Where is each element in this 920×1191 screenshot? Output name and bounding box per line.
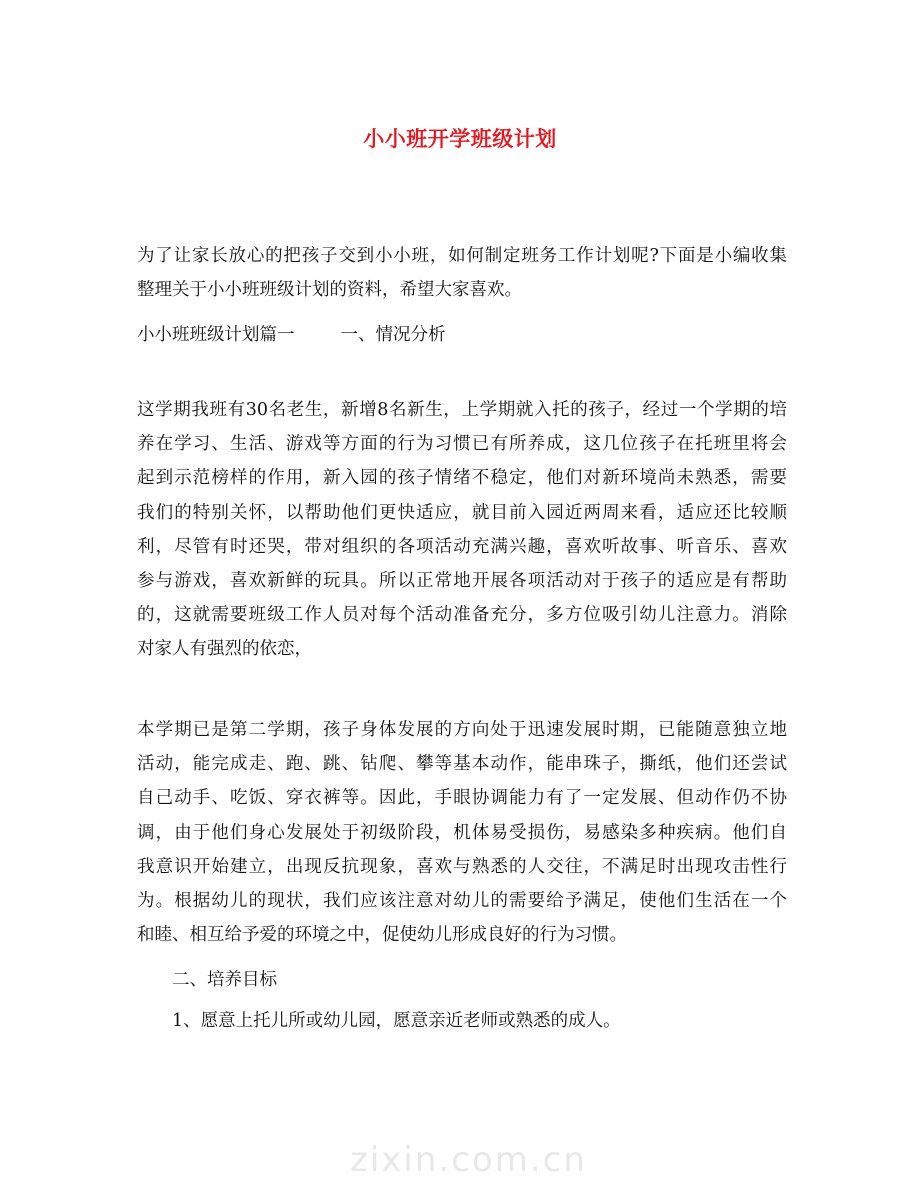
page-title: 小小班开学班级计划	[363, 126, 557, 151]
paragraph-line: 起到示范榜样的作用，新入园的孩子情绪不稳定，他们对新环境尚未熟悉，需要	[137, 468, 787, 489]
section-heading	[137, 318, 446, 352]
analysis-paragraph-2	[137, 713, 787, 952]
paragraph-line: 我们的特别关怀，以帮助他们更快适应，就目前入园近两周来看，适应还比较顺	[137, 502, 787, 523]
paragraph-line: 调，由于他们身心发展处于初级阶段，机体易受损伤，易感染多种疾病。他们自	[137, 822, 787, 843]
paragraph-line: 利，尽管有时还哭，带对组织的各项活动充满兴趣，喜欢听故事、听音乐、喜欢	[137, 536, 787, 557]
analysis-paragraph-1	[137, 393, 787, 667]
paragraph-line: 参与游戏，喜欢新鲜的玩具。所以正常地开展各项活动对于孩子的适应是有帮助	[137, 570, 787, 591]
intro-paragraph	[137, 239, 787, 307]
paragraph-line: 活动，能完成走、跑、跳、钻爬、攀等基本动作，能串珠子，撕纸，他们还尝试	[137, 754, 787, 775]
paragraph-line: 我意识开始建立，出现反抗现象，喜欢与熟悉的人交往，不满足时出现攻击性行	[137, 856, 787, 877]
section-subtitle: 一、情况分析	[340, 325, 446, 345]
paragraph-line: 对家人有强烈的依恋，	[137, 639, 312, 660]
section-title: 小小班班级计划篇一	[137, 325, 295, 345]
paragraph-line: 养在学习、生活、游戏等方面的行为习惯已有所养成，这几位孩子在托班里将会	[137, 434, 787, 455]
paragraph-line: 自己动手、吃饭、穿衣裤等。因此，手眼协调能力有了一定发展、但动作仍不协	[137, 788, 787, 809]
intro-line: 为了让家长放心的把孩子交到小小班，如何制定班务工作计划呢?下面是小编收集	[137, 246, 787, 266]
intro-line: 整理关于小小班班级计划的资料，希望大家喜欢。	[137, 280, 522, 301]
paragraph-line: 这学期我班有30名老生，新增8名新生，上学期就入托的孩子，经过一个学期的培	[137, 400, 787, 420]
paragraph-line: 的，这就需要班级工作人员对每个活动准备充分，多方位吸引幼儿注意力。消除	[137, 605, 787, 626]
watermark: zixin.com.cn	[350, 1140, 587, 1180]
paragraph-line: 本学期已是第二学期，孩子身体发展的方向处于迅速发展时期，已能随意独立地	[137, 720, 787, 740]
paragraph-line: 和睦、相互给予爱的环境之中，促使幼儿形成良好的行为习惯。	[137, 925, 627, 946]
paragraph-line: 为。根据幼儿的现状，我们应该注意对幼儿的需要给予满足，使他们生活在一个	[137, 890, 787, 911]
goals-heading: 二、培养目标	[172, 970, 277, 990]
goal-item-1: 1、愿意上托儿所或幼儿园，愿意亲近老师或熟悉的成人。	[172, 1011, 621, 1031]
